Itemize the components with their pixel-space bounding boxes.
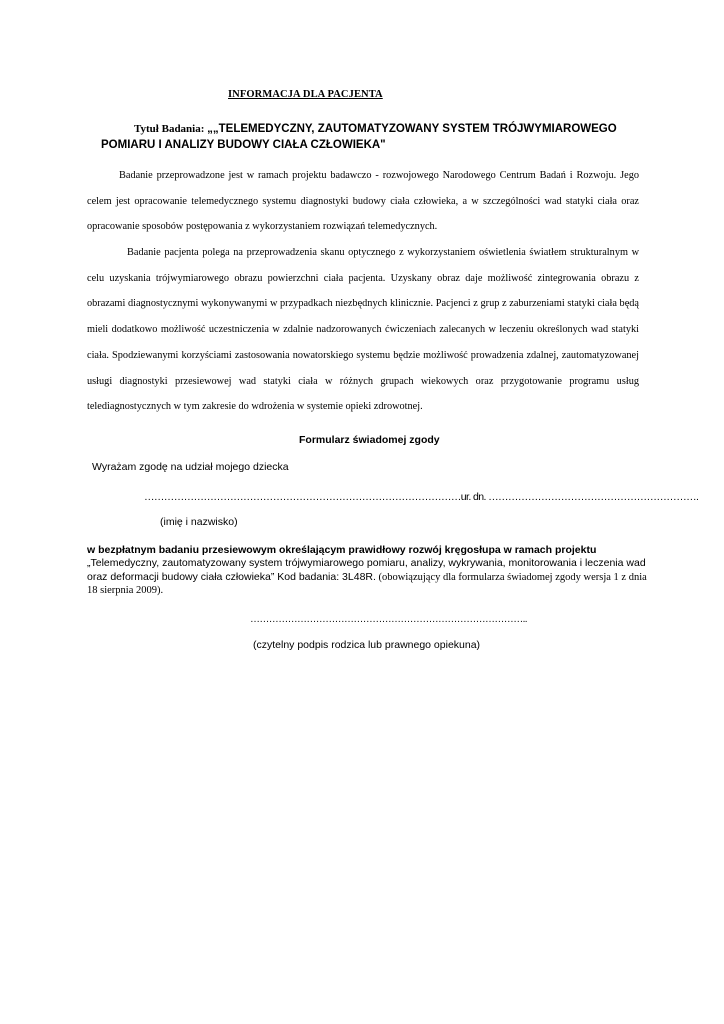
study-description (87, 544, 647, 598)
consent-statement: Wyrażam zgodę na udział mojego dziecka (92, 461, 289, 473)
child-name-dob-field: ……………………………………………………………………………………ur. dn. ………………………………………………………. (144, 491, 699, 503)
study-form-version-note: (obowiązujący dla formularza świadomej zgody wersja 1 z dnia 18 sierpnia 2009). (87, 571, 647, 597)
study-title-line-2: POMIARU I ANALIZY BUDOWY CIAŁA CZŁOWIEKA" (101, 139, 386, 151)
child-name-label: (imię i nazwisko) (160, 516, 238, 528)
paragraph-project-info: Badanie przeprowadzone jest w ramach projektu badawczo - rozwojowego Narodowego Centrum Badań i Rozwoju. Jego celem jest opracowanie telemedycznego systemu diagnostyki budowy ciała człowieka, a w szczególności wad statyki ciała oraz opracowanie sposobów postępowania z wykorzystaniem rozwiązań telemedycznych. (87, 170, 639, 233)
study-description-bold: w bezpłatnym badaniu przesiewowym określającym prawidłowy rozwój kręgosłupa w ramach projektu (87, 544, 597, 556)
paragraph-procedure: Badanie pacjenta polega na przeprowadzenia skanu optycznego z wykorzystaniem oświetlenia światłem strukturalnym w celu uzyskania trójwymiarowego obrazu powierzchni ciała pacjenta. Uzyskany obraz daje możliwość zintegrowania obrazu z obrazami diagnostycznymi wykonywanymi w przypadkach niezbędnych klinicznie. Pacjenci z grup z zaburzeniami statyki ciała będą mieli dodatkowo możliwość uczestniczenia w zdalnie nadzorowanych ćwiczeniach zalecanych w leczeniu określonych wad statyki ciała. Spodziewanymi korzyściami zastosowania nowatorskiego systemu będzie możliwość prowadzenia zdalnej, zautomatyzowanej usługi diagnostyki przesiewowej wad statyki ciała w różnych grupach wiekowych oraz przygotowanie programu usług telediagnostycznych w tym zakresie do wdrożenia w systemie opieki zdrowotnej. (87, 247, 639, 413)
study-title-label: Tytuł Badania: (134, 123, 208, 135)
signature-label: (czytelny podpis rodzica lub prawnego opiekuna) (253, 639, 481, 651)
study-title-line-1 (134, 123, 617, 135)
signature-field: …………………………………………………………………………….. (250, 614, 527, 625)
document-heading: INFORMACJA DLA PACJENTA (228, 89, 383, 100)
study-description-text: „Telemedyczny, zautomatyzowany system trójwymiarowego pomiaru, analizy, wykrywania, monitorowania i leczenia wad oraz deformacji budowy ciała człowieka” Kod badania: 3L48R. (87, 557, 646, 583)
study-title-text-1: „„TELEMEDYCZNY, ZAUTOMATYZOWANY SYSTEM TRÓJWYMIAROWEGO (207, 123, 617, 135)
consent-form-title: Formularz świadomej zgody (299, 434, 440, 446)
